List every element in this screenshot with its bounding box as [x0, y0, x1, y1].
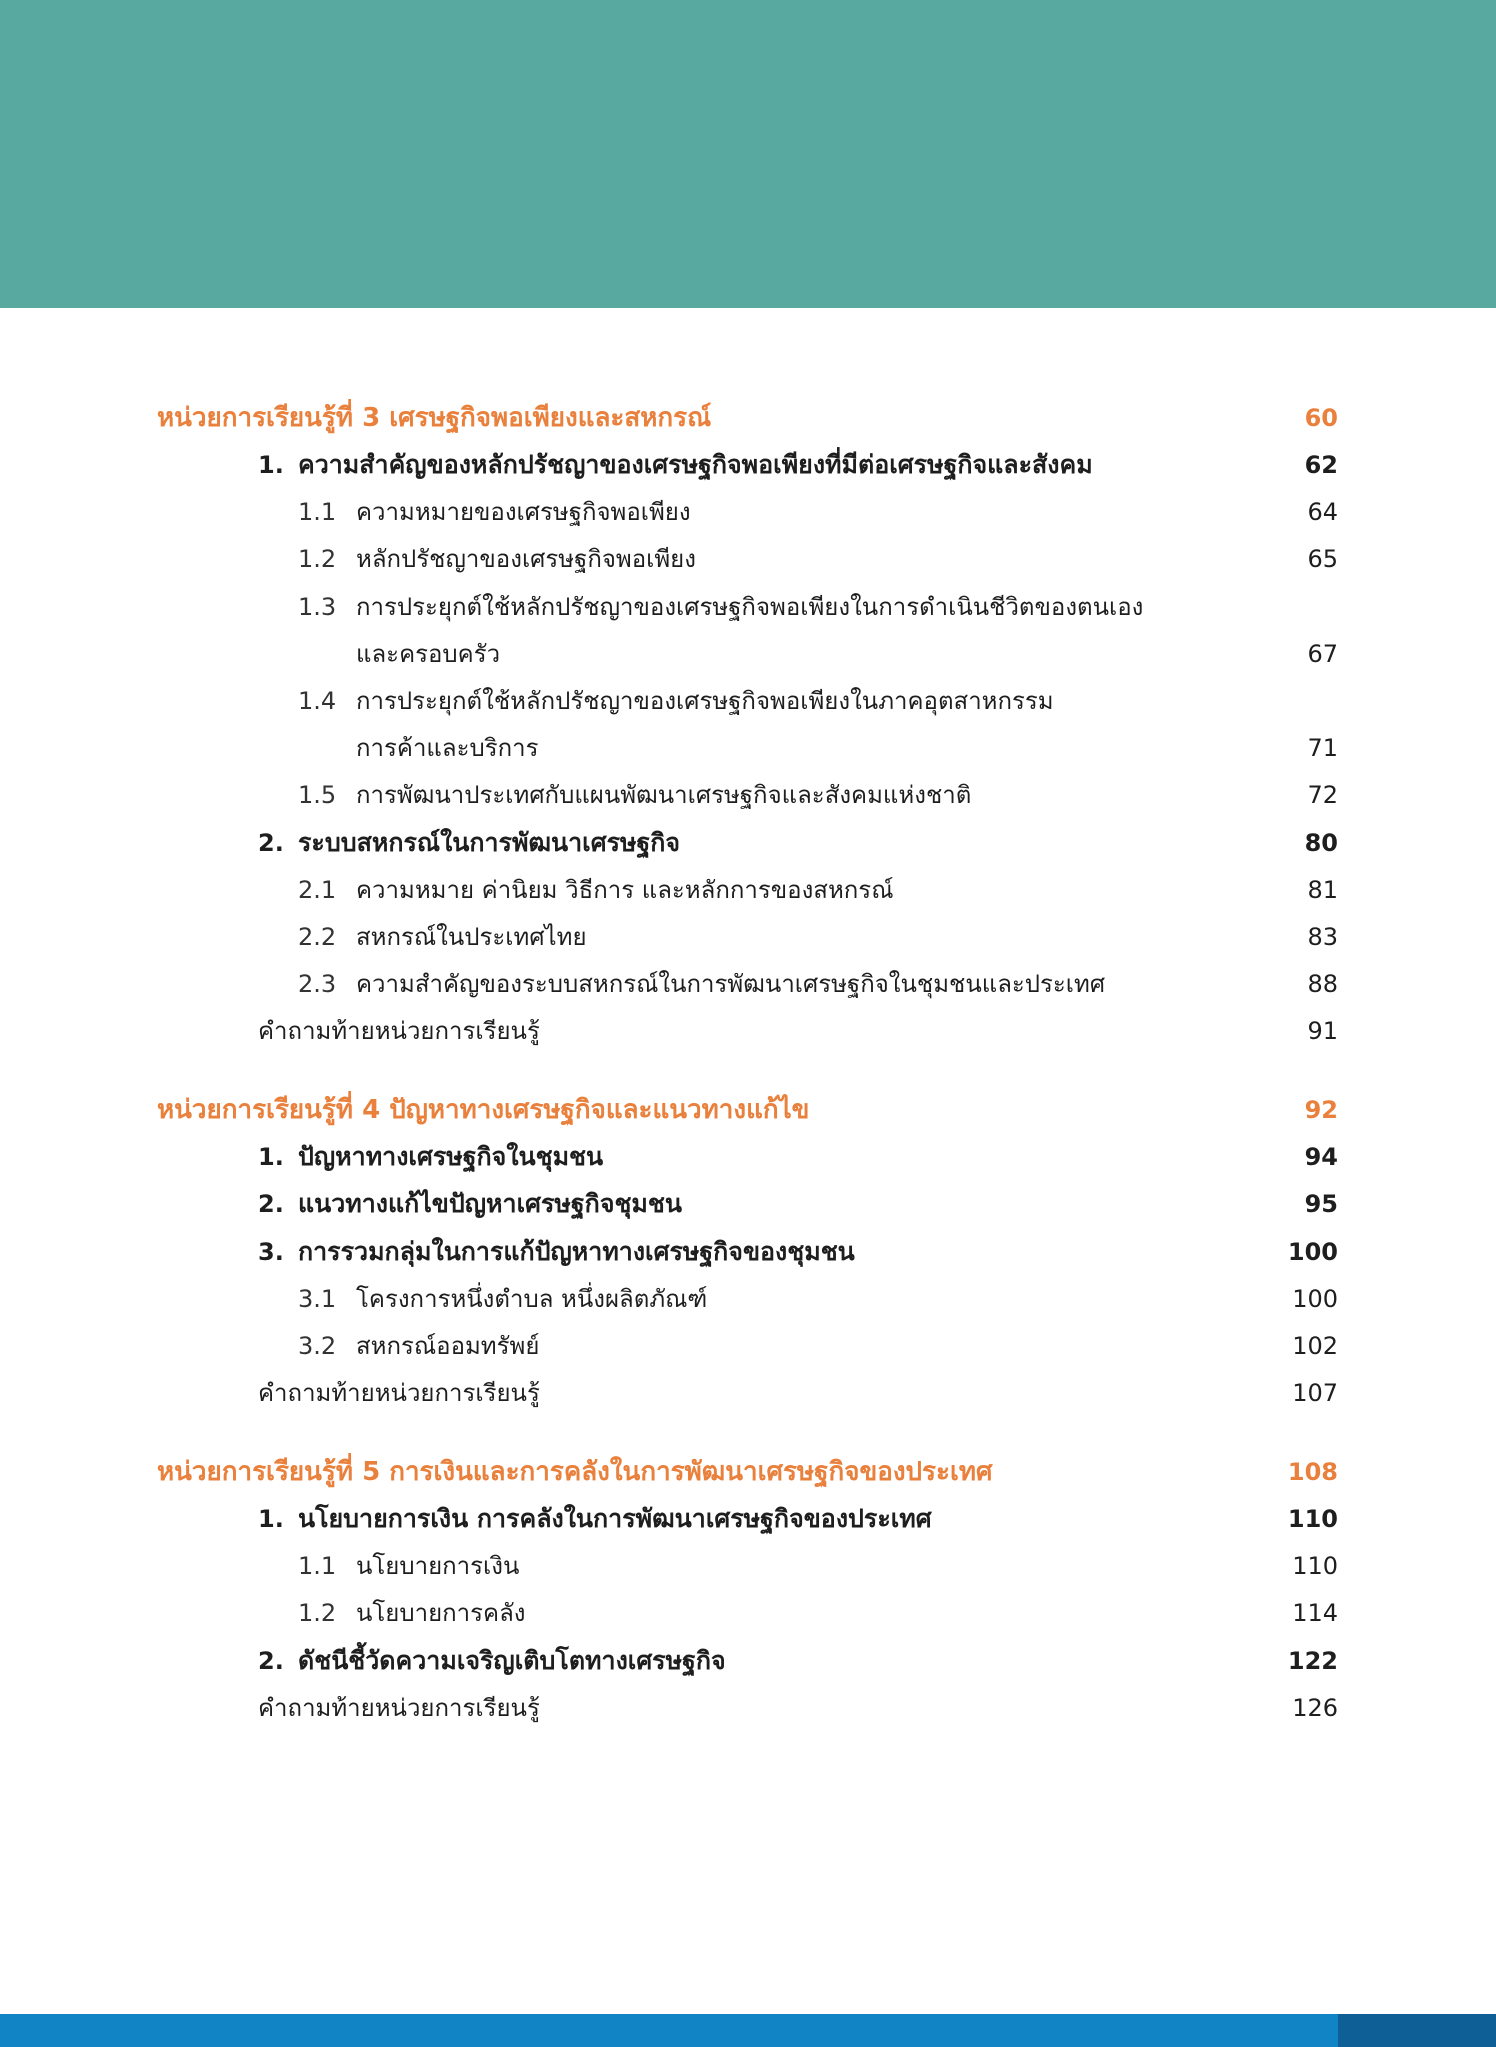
entry-text: นโยบายการเงิน [356, 1552, 520, 1580]
entry-number: 3.2 [298, 1332, 337, 1360]
entry-number: 2.2 [298, 923, 337, 951]
toc-entry[interactable] [0, 1279, 1496, 1319]
entry-text: ความสำคัญของหลักปรัชญาของเศรษฐกิจพอเพียงที่มีต่อเศรษฐกิจและสังคม [298, 450, 1093, 479]
entry-number: 2. [258, 1190, 284, 1218]
entry-number: 1.4 [298, 687, 337, 715]
entry-number: 2.1 [298, 876, 337, 904]
entry-text: คำถามท้ายหน่วยการเรียนรู้ [258, 1017, 540, 1045]
entry-text: สหกรณ์ออมทรัพย์ [356, 1332, 540, 1360]
toc-entry[interactable] [0, 1546, 1496, 1586]
page-number: 100 [1292, 1285, 1338, 1313]
page-number: 60 [1304, 404, 1338, 432]
toc-entry[interactable] [0, 823, 1496, 863]
toc-entry[interactable] [0, 1593, 1496, 1633]
entry-text-continuation: การค้าและบริการ [356, 734, 539, 762]
entry-text: โครงการหนึ่งตำบล หนึ่งผลิตภัณฑ์ [356, 1285, 708, 1313]
toc-entry[interactable] [0, 587, 1496, 627]
toc-entry[interactable] [0, 870, 1496, 910]
page-number: 62 [1304, 451, 1338, 479]
entry-text: คำถามท้ายหน่วยการเรียนรู้ [258, 1694, 540, 1722]
page-number: 88 [1307, 970, 1338, 998]
entry-text: การรวมกลุ่มในการแก้ปัญหาทางเศรษฐกิจของชุมชน [298, 1237, 855, 1266]
page-number: 92 [1304, 1096, 1338, 1124]
entry-number: 1.5 [298, 781, 337, 809]
page-number: 95 [1304, 1190, 1338, 1218]
entry-number: 1. [258, 1143, 284, 1171]
toc-entry-continuation[interactable] [0, 728, 1496, 768]
entry-text: ความหมายของเศรษฐกิจพอเพียง [356, 498, 691, 526]
entry-text: สหกรณ์ในประเทศไทย [356, 923, 587, 951]
unit-5-heading[interactable] [0, 1452, 1496, 1492]
unit-title: หน่วยการเรียนรู้ที่ 3 เศรษฐกิจพอเพียงและสหกรณ์ [157, 403, 712, 433]
unit-title: หน่วยการเรียนรู้ที่ 5 การเงินและการคลังในการพัฒนาเศรษฐกิจของประเทศ [157, 1457, 993, 1487]
unit-title: หน่วยการเรียนรู้ที่ 4 ปัญหาทางเศรษฐกิจและแนวทางแก้ไข [157, 1095, 810, 1125]
page-number: 94 [1304, 1143, 1338, 1171]
page-number: 100 [1287, 1238, 1338, 1266]
entry-text: ปัญหาทางเศรษฐกิจในชุมชน [298, 1142, 604, 1171]
entry-number: 1.1 [298, 1552, 337, 1580]
page-number: 80 [1304, 829, 1338, 857]
toc-entry[interactable] [0, 539, 1496, 579]
entry-number: 3. [258, 1238, 284, 1266]
page-number: 91 [1307, 1017, 1338, 1045]
footer-corner-block [1338, 2014, 1496, 2047]
page-number: 64 [1307, 498, 1338, 526]
unit-4-heading[interactable] [0, 1090, 1496, 1130]
page-number: 108 [1287, 1458, 1338, 1486]
toc-entry[interactable] [0, 964, 1496, 1004]
entry-text-continuation: และครอบครัว [356, 640, 501, 668]
page-number: 110 [1287, 1505, 1338, 1533]
entry-number: 1. [258, 1505, 284, 1533]
entry-text: ดัชนีชี้วัดความเจริญเติบโตทางเศรษฐกิจ [298, 1646, 726, 1675]
entry-text: แนวทางแก้ไขปัญหาเศรษฐกิจชุมชน [298, 1189, 682, 1218]
entry-text: การประยุกต์ใช้หลักปรัชญาของเศรษฐกิจพอเพียงในภาคอุตสาหกรรม [356, 687, 1054, 715]
toc-entry[interactable] [0, 492, 1496, 532]
entry-text: ความสำคัญของระบบสหกรณ์ในการพัฒนาเศรษฐกิจในชุมชนและประเทศ [356, 970, 1106, 998]
entry-text: การประยุกต์ใช้หลักปรัชญาของเศรษฐกิจพอเพียงในการดำเนินชีวิตของตนเอง [356, 593, 1144, 621]
page-number: 114 [1292, 1599, 1338, 1627]
toc-entry[interactable] [0, 1137, 1496, 1177]
unit-3-heading[interactable] [0, 398, 1496, 438]
entry-text: การพัฒนาประเทศกับแผนพัฒนาเศรษฐกิจและสังคมแห่งชาติ [356, 781, 972, 809]
toc-entry-review-questions[interactable] [0, 1011, 1496, 1051]
page-number: 72 [1307, 781, 1338, 809]
entry-text: นโยบายการคลัง [356, 1599, 526, 1627]
toc-entry[interactable] [0, 1232, 1496, 1272]
page-number: 107 [1292, 1379, 1338, 1407]
page-number: 102 [1292, 1332, 1338, 1360]
toc-entry[interactable] [0, 1184, 1496, 1224]
page-number: 122 [1287, 1647, 1338, 1675]
entry-number: 2. [258, 829, 284, 857]
toc-entry[interactable] [0, 1641, 1496, 1681]
toc-entry[interactable] [0, 917, 1496, 957]
page-number: 81 [1307, 876, 1338, 904]
page-number: 71 [1307, 734, 1338, 762]
footer-band [0, 2014, 1496, 2047]
entry-text: คำถามท้ายหน่วยการเรียนรู้ [258, 1379, 540, 1407]
entry-number: 2.3 [298, 970, 337, 998]
page-number: 83 [1307, 923, 1338, 951]
entry-text: นโยบายการเงิน การคลังในการพัฒนาเศรษฐกิจของประเทศ [298, 1504, 932, 1533]
entry-text: หลักปรัชญาของเศรษฐกิจพอเพียง [356, 545, 696, 573]
toc-entry[interactable] [0, 681, 1496, 721]
entry-number: 1. [258, 451, 284, 479]
entry-number: 3.1 [298, 1285, 337, 1313]
entry-number: 1.3 [298, 593, 337, 621]
entry-text: ระบบสหกรณ์ในการพัฒนาเศรษฐกิจ [298, 828, 681, 857]
toc-entry[interactable] [0, 1326, 1496, 1366]
page-number: 126 [1292, 1694, 1338, 1722]
toc-entry-continuation[interactable] [0, 634, 1496, 674]
toc-entry-review-questions[interactable] [0, 1688, 1496, 1728]
entry-number: 2. [258, 1647, 284, 1675]
entry-number: 1.2 [298, 545, 337, 573]
toc-entry[interactable] [0, 1499, 1496, 1539]
toc-entry[interactable] [0, 775, 1496, 815]
page-number: 110 [1292, 1552, 1338, 1580]
page-number: 67 [1307, 640, 1338, 668]
toc-entry[interactable] [0, 445, 1496, 485]
page-number: 65 [1307, 545, 1338, 573]
entry-number: 1.2 [298, 1599, 337, 1627]
entry-number: 1.1 [298, 498, 337, 526]
entry-text: ความหมาย ค่านิยม วิธีการ และหลักการของสหกรณ์ [356, 876, 894, 904]
toc-entry-review-questions[interactable] [0, 1373, 1496, 1413]
